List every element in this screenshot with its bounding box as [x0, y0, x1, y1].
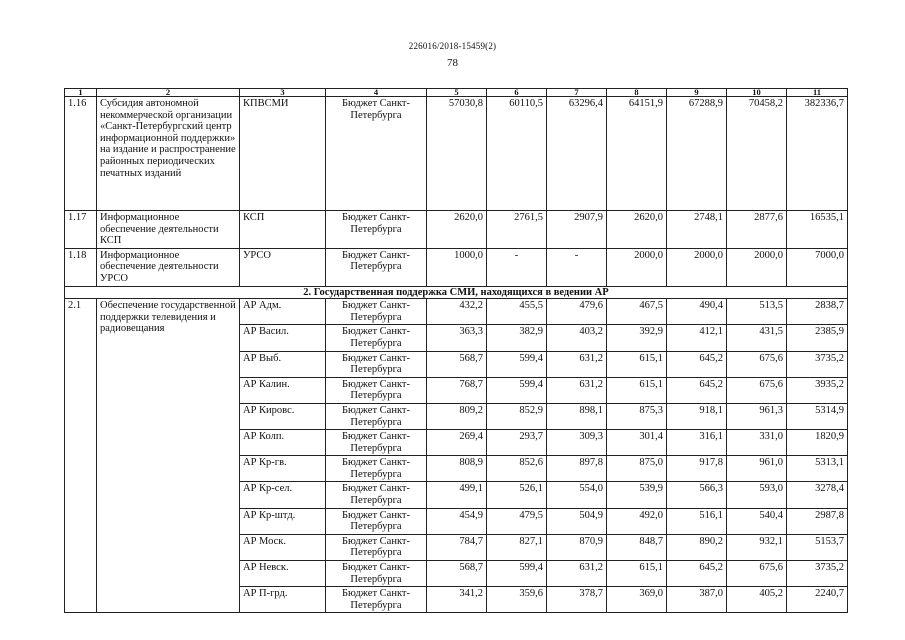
- row-number: 1.18: [65, 248, 97, 286]
- column-number: 7: [547, 89, 607, 97]
- value-cell: 827,1: [487, 534, 547, 560]
- value-cell: 645,2: [667, 561, 727, 587]
- value-cell: 961,3: [727, 403, 787, 429]
- value-cell: 5313,1: [787, 456, 848, 482]
- value-cell: 369,0: [607, 587, 667, 613]
- value-cell: 504,9: [547, 508, 607, 534]
- value-cell: 768,7: [427, 377, 487, 403]
- value-cell: 917,8: [667, 456, 727, 482]
- value-cell: 309,3: [547, 430, 607, 456]
- value-cell: 1000,0: [427, 248, 487, 286]
- executor: УРСО: [240, 248, 326, 286]
- column-number: 1: [65, 89, 97, 97]
- value-cell: 382,9: [487, 325, 547, 351]
- value-cell: 852,9: [487, 403, 547, 429]
- value-cell: 432,2: [427, 299, 487, 325]
- value-cell: 5153,7: [787, 534, 848, 560]
- value-cell: 455,5: [487, 299, 547, 325]
- table-row: [65, 97, 848, 211]
- value-cell: 554,0: [547, 482, 607, 508]
- value-cell: 870,9: [547, 534, 607, 560]
- executor: АР Невск.: [240, 561, 326, 587]
- value-cell: 2838,7: [787, 299, 848, 325]
- table-row: [65, 248, 848, 286]
- value-cell: 631,2: [547, 377, 607, 403]
- value-cell: 897,8: [547, 456, 607, 482]
- value-cell: 631,2: [547, 561, 607, 587]
- value-cell: 331,0: [727, 430, 787, 456]
- funding-source: Бюджет Санкт-Петербурга: [326, 508, 427, 534]
- executor: АР Кр-гв.: [240, 456, 326, 482]
- program-name: Обеспечение государственной поддержки телевидения и радиовещания: [97, 299, 240, 613]
- value-cell: 301,4: [607, 430, 667, 456]
- executor: АР Васил.: [240, 325, 326, 351]
- value-cell: 2240,7: [787, 587, 848, 613]
- value-cell: 526,1: [487, 482, 547, 508]
- executor: АР Выб.: [240, 351, 326, 377]
- value-cell: 890,2: [667, 534, 727, 560]
- value-cell: 431,5: [727, 325, 787, 351]
- executor: АР Адм.: [240, 299, 326, 325]
- executor: АР Кр-штд.: [240, 508, 326, 534]
- table-body: [65, 89, 848, 613]
- value-cell: 3278,4: [787, 482, 848, 508]
- value-cell: 269,4: [427, 430, 487, 456]
- value-cell: 645,2: [667, 351, 727, 377]
- value-cell: 540,4: [727, 508, 787, 534]
- value-cell: 16535,1: [787, 211, 848, 249]
- value-cell: 566,3: [667, 482, 727, 508]
- value-cell: 645,2: [667, 377, 727, 403]
- funding-source: Бюджет Санкт-Петербурга: [326, 377, 427, 403]
- column-number: 11: [787, 89, 848, 97]
- value-cell: 7000,0: [787, 248, 848, 286]
- value-cell: 492,0: [607, 508, 667, 534]
- value-cell: 341,2: [427, 587, 487, 613]
- value-cell: 675,6: [727, 377, 787, 403]
- value-cell: 2000,0: [607, 248, 667, 286]
- program-name: Субсидия автономной некоммерческой организации «Санкт-Петербургский центр информационной поддержки» на издание и распространение районных периодических печатных изданий: [97, 97, 240, 211]
- value-cell: 2620,0: [427, 211, 487, 249]
- value-cell: 808,9: [427, 456, 487, 482]
- value-cell: 568,7: [427, 351, 487, 377]
- value-cell: 64151,9: [607, 97, 667, 211]
- column-number: 2: [97, 89, 240, 97]
- funding-source: Бюджет Санкт-Петербурга: [326, 430, 427, 456]
- value-cell: 615,1: [607, 561, 667, 587]
- program-name: Информационное обеспечение деятельности УРСО: [97, 248, 240, 286]
- value-cell: -: [487, 248, 547, 286]
- value-cell: 63296,4: [547, 97, 607, 211]
- value-cell: 479,6: [547, 299, 607, 325]
- value-cell: 568,7: [427, 561, 487, 587]
- executor: АР Кировс.: [240, 403, 326, 429]
- value-cell: 848,7: [607, 534, 667, 560]
- value-cell: 513,5: [727, 299, 787, 325]
- value-cell: 363,3: [427, 325, 487, 351]
- value-cell: 3935,2: [787, 377, 848, 403]
- value-cell: 387,0: [667, 587, 727, 613]
- value-cell: 454,9: [427, 508, 487, 534]
- value-cell: 599,4: [487, 561, 547, 587]
- funding-source: Бюджет Санкт-Петербурга: [326, 351, 427, 377]
- value-cell: 539,9: [607, 482, 667, 508]
- value-cell: 70458,2: [727, 97, 787, 211]
- value-cell: 467,5: [607, 299, 667, 325]
- value-cell: 60110,5: [487, 97, 547, 211]
- value-cell: 2000,0: [667, 248, 727, 286]
- column-number: 6: [487, 89, 547, 97]
- funding-source: Бюджет Санкт-Петербурга: [326, 299, 427, 325]
- budget-table: [64, 88, 848, 613]
- value-cell: 932,1: [727, 534, 787, 560]
- value-cell: 784,7: [427, 534, 487, 560]
- value-cell: 593,0: [727, 482, 787, 508]
- value-cell: 961,0: [727, 456, 787, 482]
- value-cell: 382336,7: [787, 97, 848, 211]
- table-row: [65, 211, 848, 249]
- value-cell: 2620,0: [607, 211, 667, 249]
- funding-source: Бюджет Санкт-Петербурга: [326, 534, 427, 560]
- funding-source: Бюджет Санкт-Петербурга: [326, 97, 427, 211]
- executor: АР Калин.: [240, 377, 326, 403]
- value-cell: 5314,9: [787, 403, 848, 429]
- section-heading-row: [65, 286, 848, 299]
- value-cell: 2385,9: [787, 325, 848, 351]
- value-cell: 2907,9: [547, 211, 607, 249]
- row-number: 2.1: [65, 299, 97, 613]
- value-cell: 403,2: [547, 325, 607, 351]
- funding-source: Бюджет Санкт-Петербурга: [326, 482, 427, 508]
- value-cell: 2761,5: [487, 211, 547, 249]
- value-cell: 615,1: [607, 351, 667, 377]
- value-cell: 3735,2: [787, 561, 848, 587]
- program-name: Информационное обеспечение деятельности КСП: [97, 211, 240, 249]
- value-cell: 57030,8: [427, 97, 487, 211]
- executor: АР Колп.: [240, 430, 326, 456]
- value-cell: 490,4: [667, 299, 727, 325]
- value-cell: 615,1: [607, 377, 667, 403]
- table-row: [65, 299, 848, 325]
- funding-source: Бюджет Санкт-Петербурга: [326, 248, 427, 286]
- value-cell: 293,7: [487, 430, 547, 456]
- value-cell: 499,1: [427, 482, 487, 508]
- value-cell: 67288,9: [667, 97, 727, 211]
- value-cell: 359,6: [487, 587, 547, 613]
- column-number: 10: [727, 89, 787, 97]
- value-cell: 2000,0: [727, 248, 787, 286]
- column-number: 4: [326, 89, 427, 97]
- value-cell: 2987,8: [787, 508, 848, 534]
- funding-source: Бюджет Санкт-Петербурга: [326, 403, 427, 429]
- column-number: 3: [240, 89, 326, 97]
- funding-source: Бюджет Санкт-Петербурга: [326, 587, 427, 613]
- executor: АР Кр-сел.: [240, 482, 326, 508]
- funding-source: Бюджет Санкт-Петербурга: [326, 561, 427, 587]
- value-cell: 316,1: [667, 430, 727, 456]
- funding-source: Бюджет Санкт-Петербурга: [326, 456, 427, 482]
- column-number: 9: [667, 89, 727, 97]
- value-cell: 412,1: [667, 325, 727, 351]
- value-cell: 918,1: [667, 403, 727, 429]
- value-cell: 875,3: [607, 403, 667, 429]
- executor: АР П-грд.: [240, 587, 326, 613]
- value-cell: 479,5: [487, 508, 547, 534]
- executor: КПВСМИ: [240, 97, 326, 211]
- value-cell: 675,6: [727, 351, 787, 377]
- value-cell: 516,1: [667, 508, 727, 534]
- value-cell: 599,4: [487, 377, 547, 403]
- value-cell: 378,7: [547, 587, 607, 613]
- funding-source: Бюджет Санкт-Петербурга: [326, 211, 427, 249]
- value-cell: 898,1: [547, 403, 607, 429]
- value-cell: 875,0: [607, 456, 667, 482]
- column-number-row: [65, 89, 848, 97]
- value-cell: 2748,1: [667, 211, 727, 249]
- value-cell: -: [547, 248, 607, 286]
- column-number: 5: [427, 89, 487, 97]
- value-cell: 3735,2: [787, 351, 848, 377]
- value-cell: 631,2: [547, 351, 607, 377]
- value-cell: 675,6: [727, 561, 787, 587]
- page-number: 78: [447, 57, 458, 69]
- value-cell: 392,9: [607, 325, 667, 351]
- row-number: 1.16: [65, 97, 97, 211]
- executor: КСП: [240, 211, 326, 249]
- value-cell: 599,4: [487, 351, 547, 377]
- value-cell: 809,2: [427, 403, 487, 429]
- section-title: 2. Государственная поддержка СМИ, находящихся в ведении АР: [65, 286, 848, 299]
- column-number: 8: [607, 89, 667, 97]
- value-cell: 405,2: [727, 587, 787, 613]
- executor: АР Моск.: [240, 534, 326, 560]
- funding-source: Бюджет Санкт-Петербурга: [326, 325, 427, 351]
- value-cell: 852,6: [487, 456, 547, 482]
- row-number: 1.17: [65, 211, 97, 249]
- value-cell: 1820,9: [787, 430, 848, 456]
- value-cell: 2877,6: [727, 211, 787, 249]
- document-id: 226016/2018-15459(2): [408, 41, 497, 51]
